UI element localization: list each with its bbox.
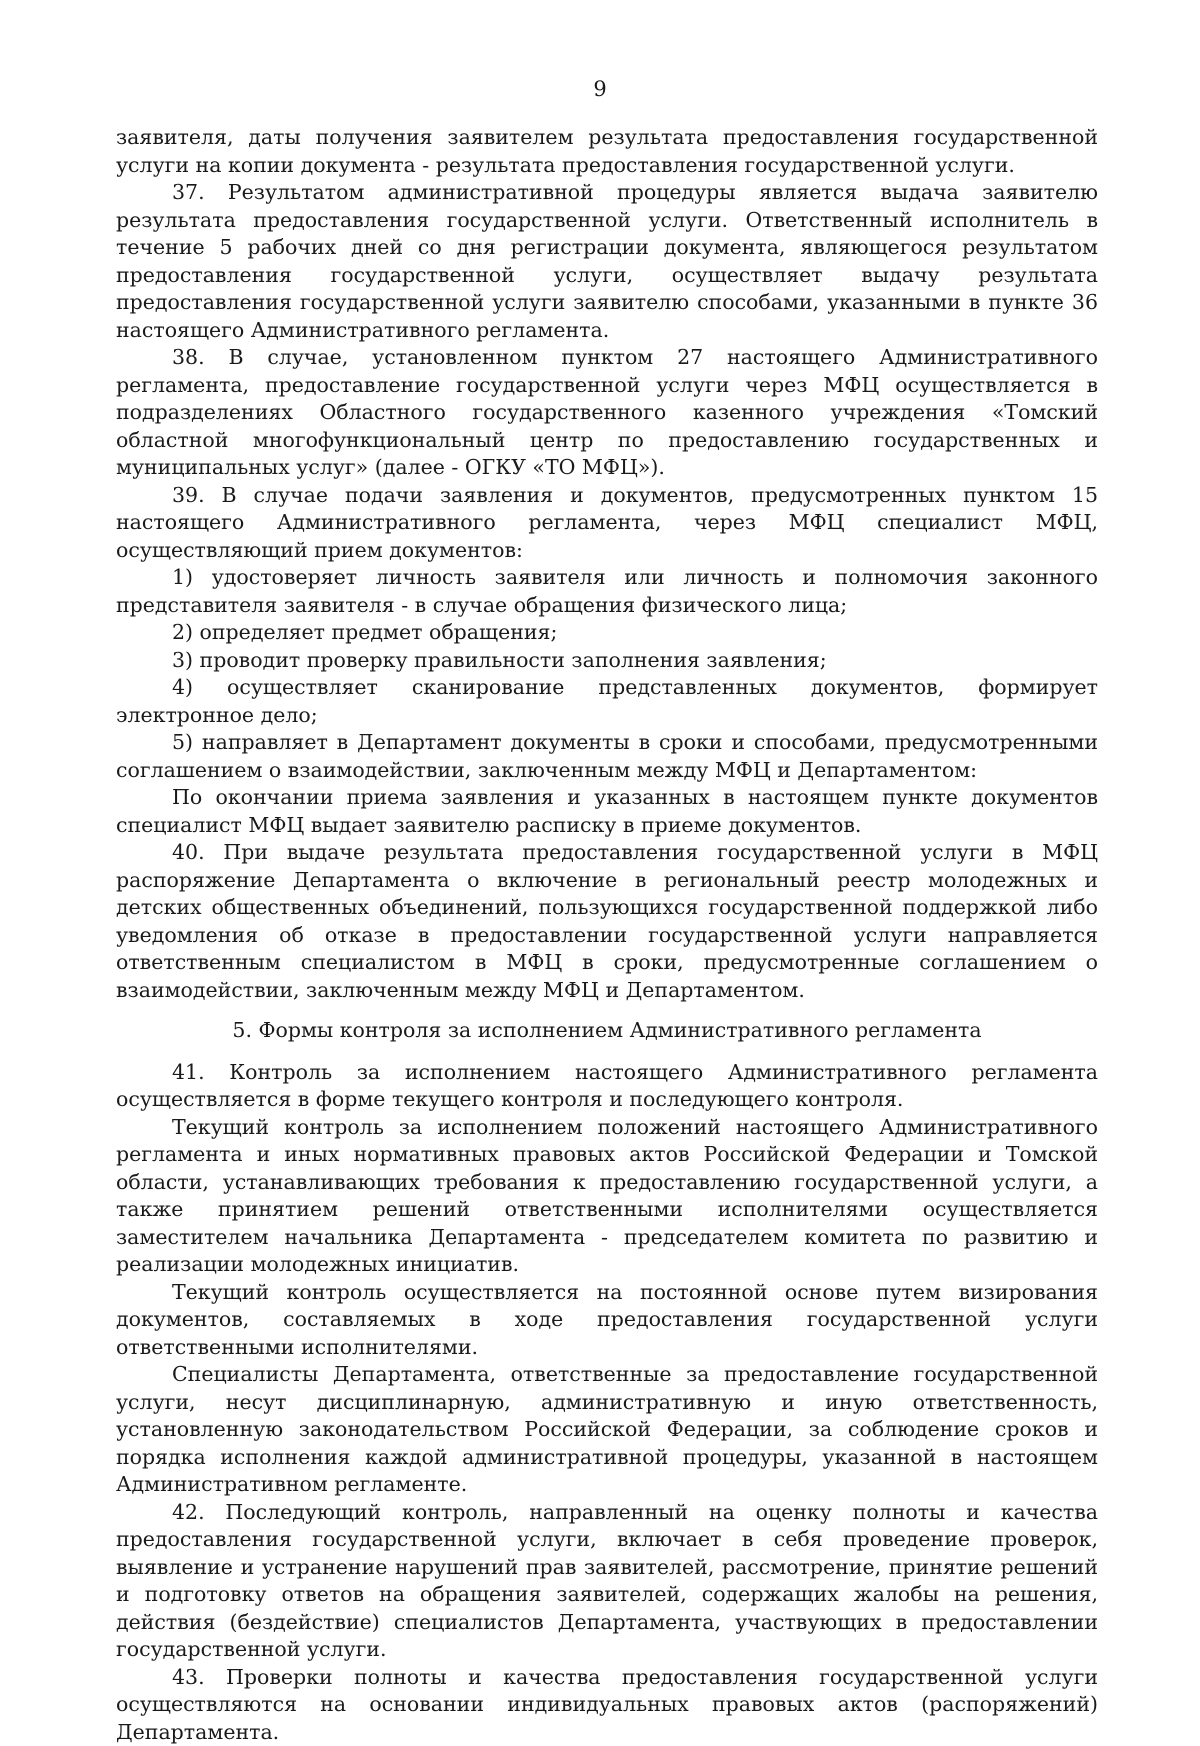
paragraph-current-control-basis: Текущий контроль осуществляется на постоянной основе путем визирования документов, составляемых в ходе предоставления государственной услуги ответственными исполнителями. bbox=[116, 1279, 1098, 1362]
paragraph-43: 43. Проверки полноты и качества предоставления государственной услуги осуществляются на основании индивидуальных правовых актов (распоряжений) Департамента. bbox=[116, 1664, 1098, 1746]
paragraph-39: 39. В случае подачи заявления и документов, предусмотренных пунктом 15 настоящего Административного регламента, через МФЦ специалист МФЦ, осуществляющий прием документов: bbox=[116, 482, 1098, 565]
list-item-5: 5) направляет в Департамент документы в сроки и способами, предусмотренными соглашением о взаимодействии, заключенным между МФЦ и Департаментом: bbox=[116, 729, 1098, 784]
paragraph-continuation: заявителя, даты получения заявителем результата предоставления государственной услуги на копии документа - результата предоставления государственной услуги. bbox=[116, 124, 1098, 179]
page-number: 9 bbox=[0, 75, 1200, 103]
document-body bbox=[116, 124, 1098, 1746]
list-item-3: 3) проводит проверку правильности заполнения заявления; bbox=[116, 647, 1098, 675]
list-item-4: 4) осуществляет сканирование представленных документов, формирует электронное дело; bbox=[116, 674, 1098, 729]
paragraph-37: 37. Результатом административной процедуры является выдача заявителю результата предоставления государственной услуги. Ответственный исполнитель в течение 5 рабочих дней со дня регистрации документа, являющегося результатом предоставления государственной услуги, осуществляет выдачу результата предоставления государственной услуги заявителю способами, указанными в пункте 36 настоящего Административного регламента. bbox=[116, 179, 1098, 344]
paragraph-current-control: Текущий контроль за исполнением положений настоящего Административного регламента и иных нормативных правовых актов Российской Федерации и Томской области, устанавливающих требования к предоставлению государственной услуги, а также принятием решений ответственными исполнителями осуществляется заместителем начальника Департамента - председателем комитета по развитию и реализации молодежных инициатив. bbox=[116, 1114, 1098, 1279]
paragraph-38: 38. В случае, установленном пунктом 27 настоящего Административного регламента, предоставление государственной услуги через МФЦ осуществляется в подразделениях Областного государственного казенного учреждения «Томский областной многофункциональный центр по предоставлению государственных и муниципальных услуг» (далее - ОГКУ «ТО МФЦ»). bbox=[116, 344, 1098, 482]
section-heading: 5. Формы контроля за исполнением Административного регламента bbox=[116, 1017, 1098, 1045]
list-item-1: 1) удостоверяет личность заявителя или личность и полномочия законного представителя заявителя - в случае обращения физического лица; bbox=[116, 564, 1098, 619]
paragraph-40: 40. При выдаче результата предоставления государственной услуги в МФЦ распоряжение Департамента о включение в региональный реестр молодежных и детских общественных объединений, пользующихся государственной поддержкой либо уведомления об отказе в предоставлении государственной услуги направляется ответственным специалистом в МФЦ в сроки, предусмотренные соглашением о взаимодействии, заключенным между МФЦ и Департаментом. bbox=[116, 839, 1098, 1004]
paragraph-42: 42. Последующий контроль, направленный на оценку полноты и качества предоставления государственной услуги, включает в себя проведение проверок, выявление и устранение нарушений прав заявителей, рассмотрение, принятие решений и подготовку ответов на обращения заявителей, содержащих жалобы на решения, действия (бездействие) специалистов Департамента, участвующих в предоставлении государственной услуги. bbox=[116, 1499, 1098, 1664]
list-item-2: 2) определяет предмет обращения; bbox=[116, 619, 1098, 647]
paragraph-mfc-receipt: По окончании приема заявления и указанных в настоящем пункте документов специалист МФЦ выдает заявителю расписку в приеме документов. bbox=[116, 784, 1098, 839]
paragraph-specialists-responsibility: Специалисты Департамента, ответственные за предоставление государственной услуги, несут дисциплинарную, административную и иную ответственность, установленную законодательством Российской Федерации, за соблюдение сроков и порядка исполнения каждой административной процедуры, указанной в настоящем Административном регламенте. bbox=[116, 1361, 1098, 1499]
paragraph-41: 41. Контроль за исполнением настоящего Административного регламента осуществляется в форме текущего контроля и последующего контроля. bbox=[116, 1059, 1098, 1114]
